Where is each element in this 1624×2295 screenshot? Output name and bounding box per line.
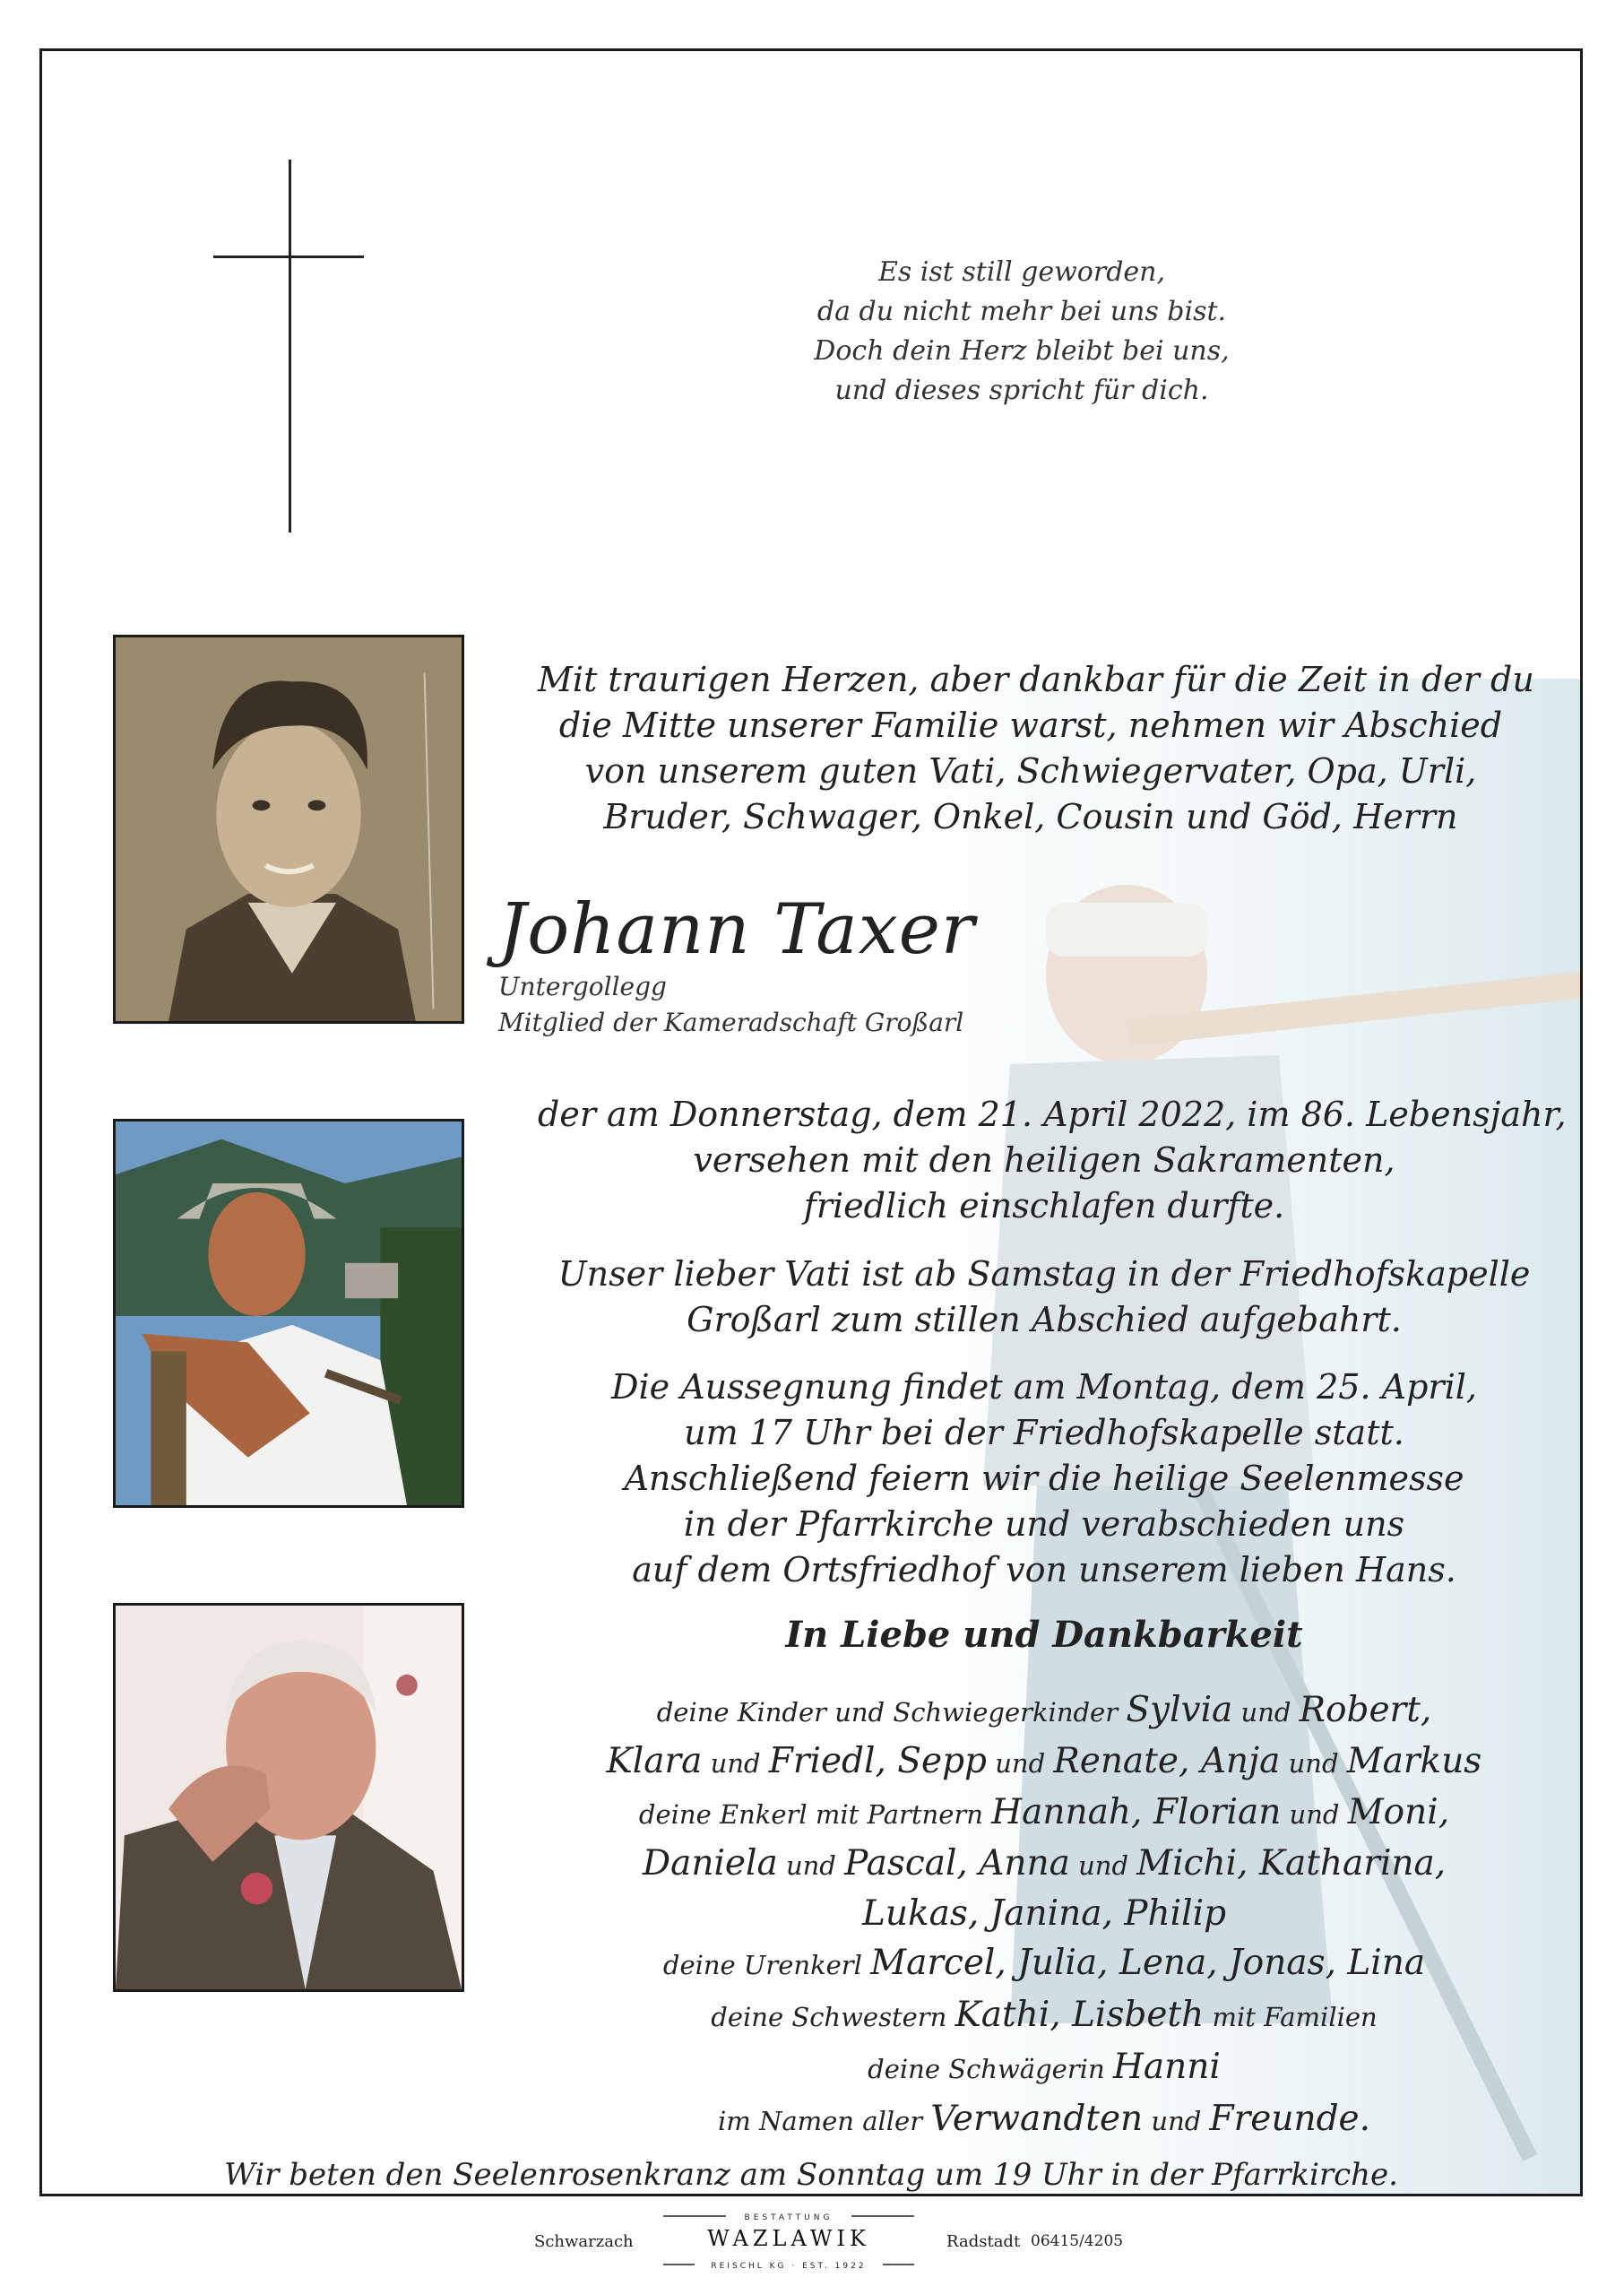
deceased-membership: Mitglied der Kameradschaft Großarl [498,1008,964,1037]
mourner-conj: und [702,1748,769,1779]
funeral-line: um 17 Uhr bei der Friedhofskapelle statt. [684,1413,1404,1452]
mourner-line [538,2042,1551,2094]
mourner-names: Sylvia [1126,1690,1233,1730]
motto-line: da du nicht mehr bei uns bist. [816,296,1227,327]
deceased-place: Untergollegg [498,972,667,1001]
funeral-line: Die Aussegnung findet am Montag, dem 25. April, [611,1367,1477,1407]
mourner-names: Klara [606,1741,703,1781]
mourner-relation: deine Schwägerin [868,2054,1113,2084]
mourner-line [538,1990,1551,2042]
footer-phone: 06415/4205 [1031,2232,1124,2250]
motto-verse [699,253,1344,411]
mourner-relation: mit Familien [1204,2002,1378,2032]
funeral-line: Anschließend feiern wir die heilige Seelenmesse [624,1459,1464,1498]
mourners-list [538,1685,1551,2146]
logo-bottom-text: REISCHL KG · EST. 1922 [711,2262,867,2271]
mourner-relation: deine Enkerl mit Partnern [638,1799,992,1830]
cross-icon [289,160,291,533]
intro-line: von unserem guten Vati, Schwiegervater, Opa, Urli, [584,751,1477,791]
rosary-notice: Wir beten den Seelenrosenkranz am Sonntag um 19 Uhr in der Pfarrkirche. [224,2157,1398,2193]
funeral-home-logo [654,2205,923,2277]
mourner-conj: und [1143,2106,1210,2136]
mourner-names: Kathi, Lisbeth [955,1995,1205,2035]
mourner-relation: im Namen aller [717,2106,931,2136]
mourner-names: Daniela [642,1843,778,1884]
mourner-conj: und [1232,1697,1300,1728]
passing-line: friedlich einschlafen durfte. [803,1186,1285,1225]
mourner-names: Friedl, Sepp [768,1741,988,1781]
mourner-names: Freunde. [1209,2099,1371,2139]
mourner-names: Hannah, Florian [991,1792,1282,1832]
announcement-intro [538,657,1534,840]
cross-icon-bar [213,255,364,258]
mourner-line [538,1685,1551,1737]
passing-text [538,1092,1567,1229]
mourner-names: Renate, Anja [1053,1741,1281,1781]
mourner-names: Verwandten [930,2099,1144,2139]
funeral-line: in der Pfarrkirche und verabschieden uns [683,1504,1405,1544]
passing-line: der am Donnerstag, dem 21. April 2022, im 86. Lebensjahr, [538,1095,1567,1134]
funeral-line: auf dem Ortsfriedhof von unserem lieben Hans. [632,1550,1456,1589]
mourner-line [538,1737,1551,1788]
portrait-photo-hat [113,1119,464,1508]
footer-city-right: Radstadt [946,2232,1021,2251]
mourner-names: Moni, [1347,1792,1450,1832]
intro-line: Mit traurigen Herzen, aber dankbar für die Zeit in der du [538,660,1534,699]
funeral-text [538,1364,1551,1593]
mourner-names: Marcel, Julia, Lena, Jonas, Lina [870,1943,1426,1983]
intro-line: Bruder, Schwager, Onkel, Cousin und Göd, Herrn [603,797,1458,836]
mourner-names: Robert, [1299,1690,1432,1730]
mourner-conj: und [777,1850,845,1881]
motto-line: Doch dein Herz bleibt bei uns, [814,335,1230,367]
portrait-photo-young [113,635,464,1024]
deceased-name: Johann Taxer [498,889,976,970]
viewing-line: Unser lieber Vati ist ab Samstag in der Friedhofskapelle [557,1254,1531,1294]
viewing-text [538,1251,1551,1343]
viewing-line: Großarl zum stillen Abschied aufgebahrt. [687,1300,1402,1339]
mourner-conj: und [1280,1748,1347,1779]
mourner-line [538,1788,1551,1840]
mourner-relation: deine Kinder und Schwiegerkinder [656,1697,1127,1728]
intro-line: die Mitte unserer Familie warst, nehmen wir Abschied [558,706,1503,745]
motto-line: Es ist still geworden, [877,256,1166,288]
mourner-line [538,1840,1551,1890]
portrait-photo-elderly [113,1603,464,1992]
motto-line: und dieses spricht für dich. [834,375,1209,406]
mourner-relation: deine Schwestern [711,2002,955,2032]
mourner-conj: und [1281,1799,1348,1830]
logo-name-text: WAZLAWIK [707,2226,870,2251]
closing-heading: In Liebe und Dankbarkeit [785,1614,1303,1656]
mourner-line [538,2094,1551,2146]
mourner-line [538,1938,1551,1990]
mourner-names: Pascal, Anna [844,1843,1070,1884]
mourner-conj: und [987,1748,1054,1779]
mourner-names: Michi, Katharina, [1136,1843,1447,1884]
mourner-relation: deine Urenkerl [662,1950,871,1980]
mourner-conj: und [1069,1850,1137,1881]
mourner-line: Lukas, Janina, Philip [861,1893,1227,1934]
footer-city-left: Schwarzach [534,2232,634,2251]
passing-line: versehen mit den heiligen Sakramenten, [693,1140,1395,1180]
mourner-names: Markus [1346,1741,1482,1781]
logo-top-text: BESTATTUNG [744,2213,834,2222]
mourner-names: Hanni [1112,2047,1221,2087]
